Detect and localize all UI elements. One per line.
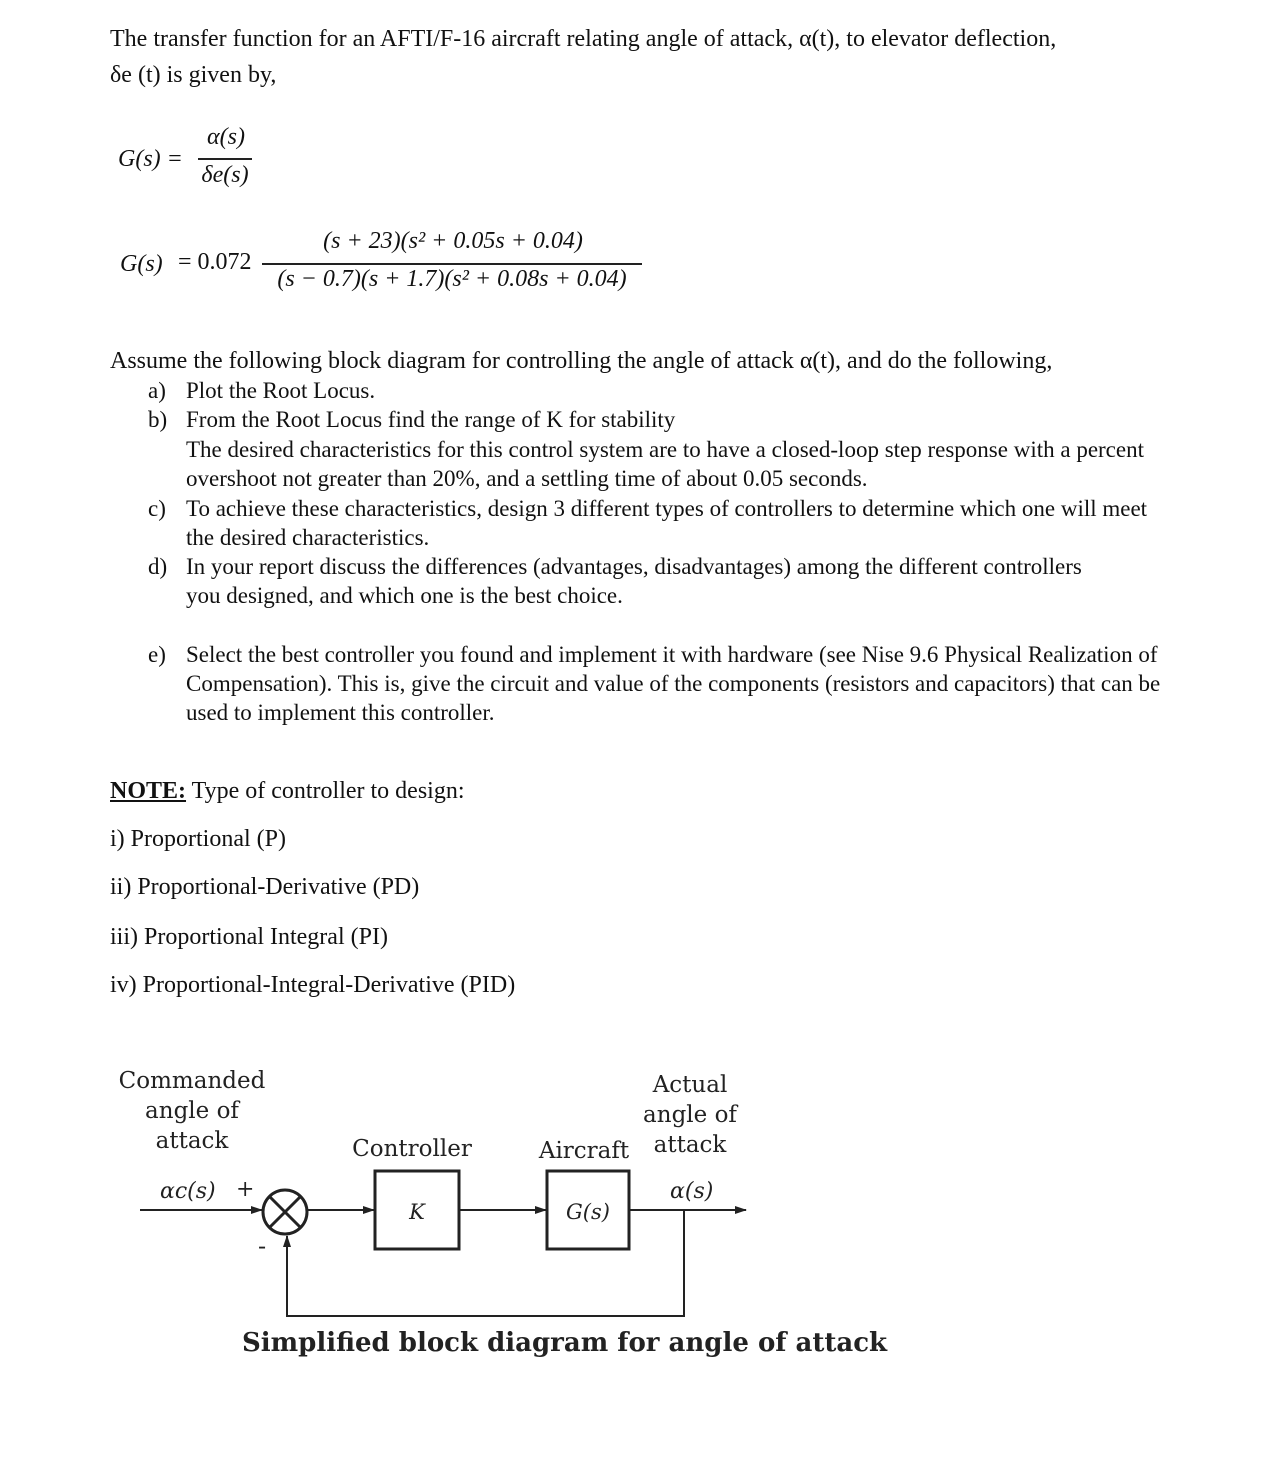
task-text: Plot the Root Locus. bbox=[186, 378, 376, 403]
note-text: Type of controller to design: bbox=[186, 778, 465, 804]
commanded-line-2: angle of bbox=[145, 1098, 239, 1124]
output-signal-label: α(s) bbox=[670, 1179, 714, 1204]
eq2-gain: = 0.072 bbox=[178, 249, 252, 275]
task-text: Select the best controller you found and implement it with hardware (see Nise 9.6 Physical Realization of Compensation). This is, give the circuit and value of the components (resistors and capacitors) that can be used to implement this controller. bbox=[186, 642, 1161, 725]
actual-line-3: attack bbox=[653, 1132, 727, 1158]
eq2-numerator: (s + 23)(s² + 0.05s + 0.04) bbox=[323, 228, 583, 254]
summing-junction bbox=[263, 1190, 307, 1234]
plant-transfer-function: G(s) bbox=[566, 1200, 610, 1224]
eq2-lhs: G(s) bbox=[120, 251, 163, 277]
eq1-numerator: α(s) bbox=[207, 124, 245, 150]
actual-line-2: angle of bbox=[643, 1102, 737, 1128]
task-text: From the Root Locus find the range of K for stability bbox=[186, 407, 676, 432]
eq1-lhs: G(s) = bbox=[118, 146, 183, 172]
intro-line-1: The transfer function for an AFTI/F-16 aircraft relating angle of attack, α(t), to elevator deflection, bbox=[110, 26, 1057, 52]
task-label: b) bbox=[148, 407, 168, 432]
controller-type-p: i) Proportional (P) bbox=[110, 826, 286, 852]
task-label: c) bbox=[148, 496, 166, 521]
controller-label: Controller bbox=[352, 1136, 472, 1162]
eq1-denominator: δe(s) bbox=[201, 162, 249, 188]
commanded-line-1: Commanded bbox=[118, 1068, 266, 1094]
task-label: d) bbox=[148, 554, 168, 579]
task-label: e) bbox=[148, 642, 166, 667]
requirements-text: The desired characteristics for this control system are to have a closed-loop step response with a percent overshoot not greater than 20%, and a settling time of about 0.05 seconds. bbox=[186, 437, 1144, 491]
input-signal-label: αc(s) bbox=[160, 1179, 216, 1204]
minus-sign: - bbox=[258, 1232, 267, 1260]
controller-type-pid: iv) Proportional-Integral-Derivative (PID) bbox=[110, 972, 516, 998]
note-label: NOTE: bbox=[110, 778, 187, 804]
task-text: To achieve these characteristics, design 3 different types of controllers to determine which one will meet the desired characteristics. bbox=[186, 496, 1148, 550]
commanded-line-3: attack bbox=[155, 1128, 229, 1154]
task-label: a) bbox=[148, 378, 166, 403]
controller-gain: K bbox=[409, 1200, 425, 1224]
controller-type-pi: iii) Proportional Integral (PI) bbox=[110, 924, 388, 950]
plus-sign: + bbox=[236, 1177, 255, 1202]
intro-line-2: δe (t) is given by, bbox=[110, 62, 277, 88]
aircraft-label: Aircraft bbox=[538, 1138, 630, 1164]
actual-line-1: Actual bbox=[652, 1072, 728, 1098]
diagram-caption: Simplified block diagram for angle of attack bbox=[242, 1328, 888, 1358]
controller-type-pd: ii) Proportional-Derivative (PD) bbox=[110, 874, 420, 900]
task-text: In your report discuss the differences (advantages, disadvantages) among the different controllers you designed, and which one is the best choice. bbox=[186, 554, 1082, 608]
eq2-denominator: (s − 0.7)(s + 1.7)(s² + 0.08s + 0.04) bbox=[277, 266, 627, 292]
assume-paragraph: Assume the following block diagram for controlling the angle of attack α(t), and do the following, bbox=[110, 348, 1053, 374]
